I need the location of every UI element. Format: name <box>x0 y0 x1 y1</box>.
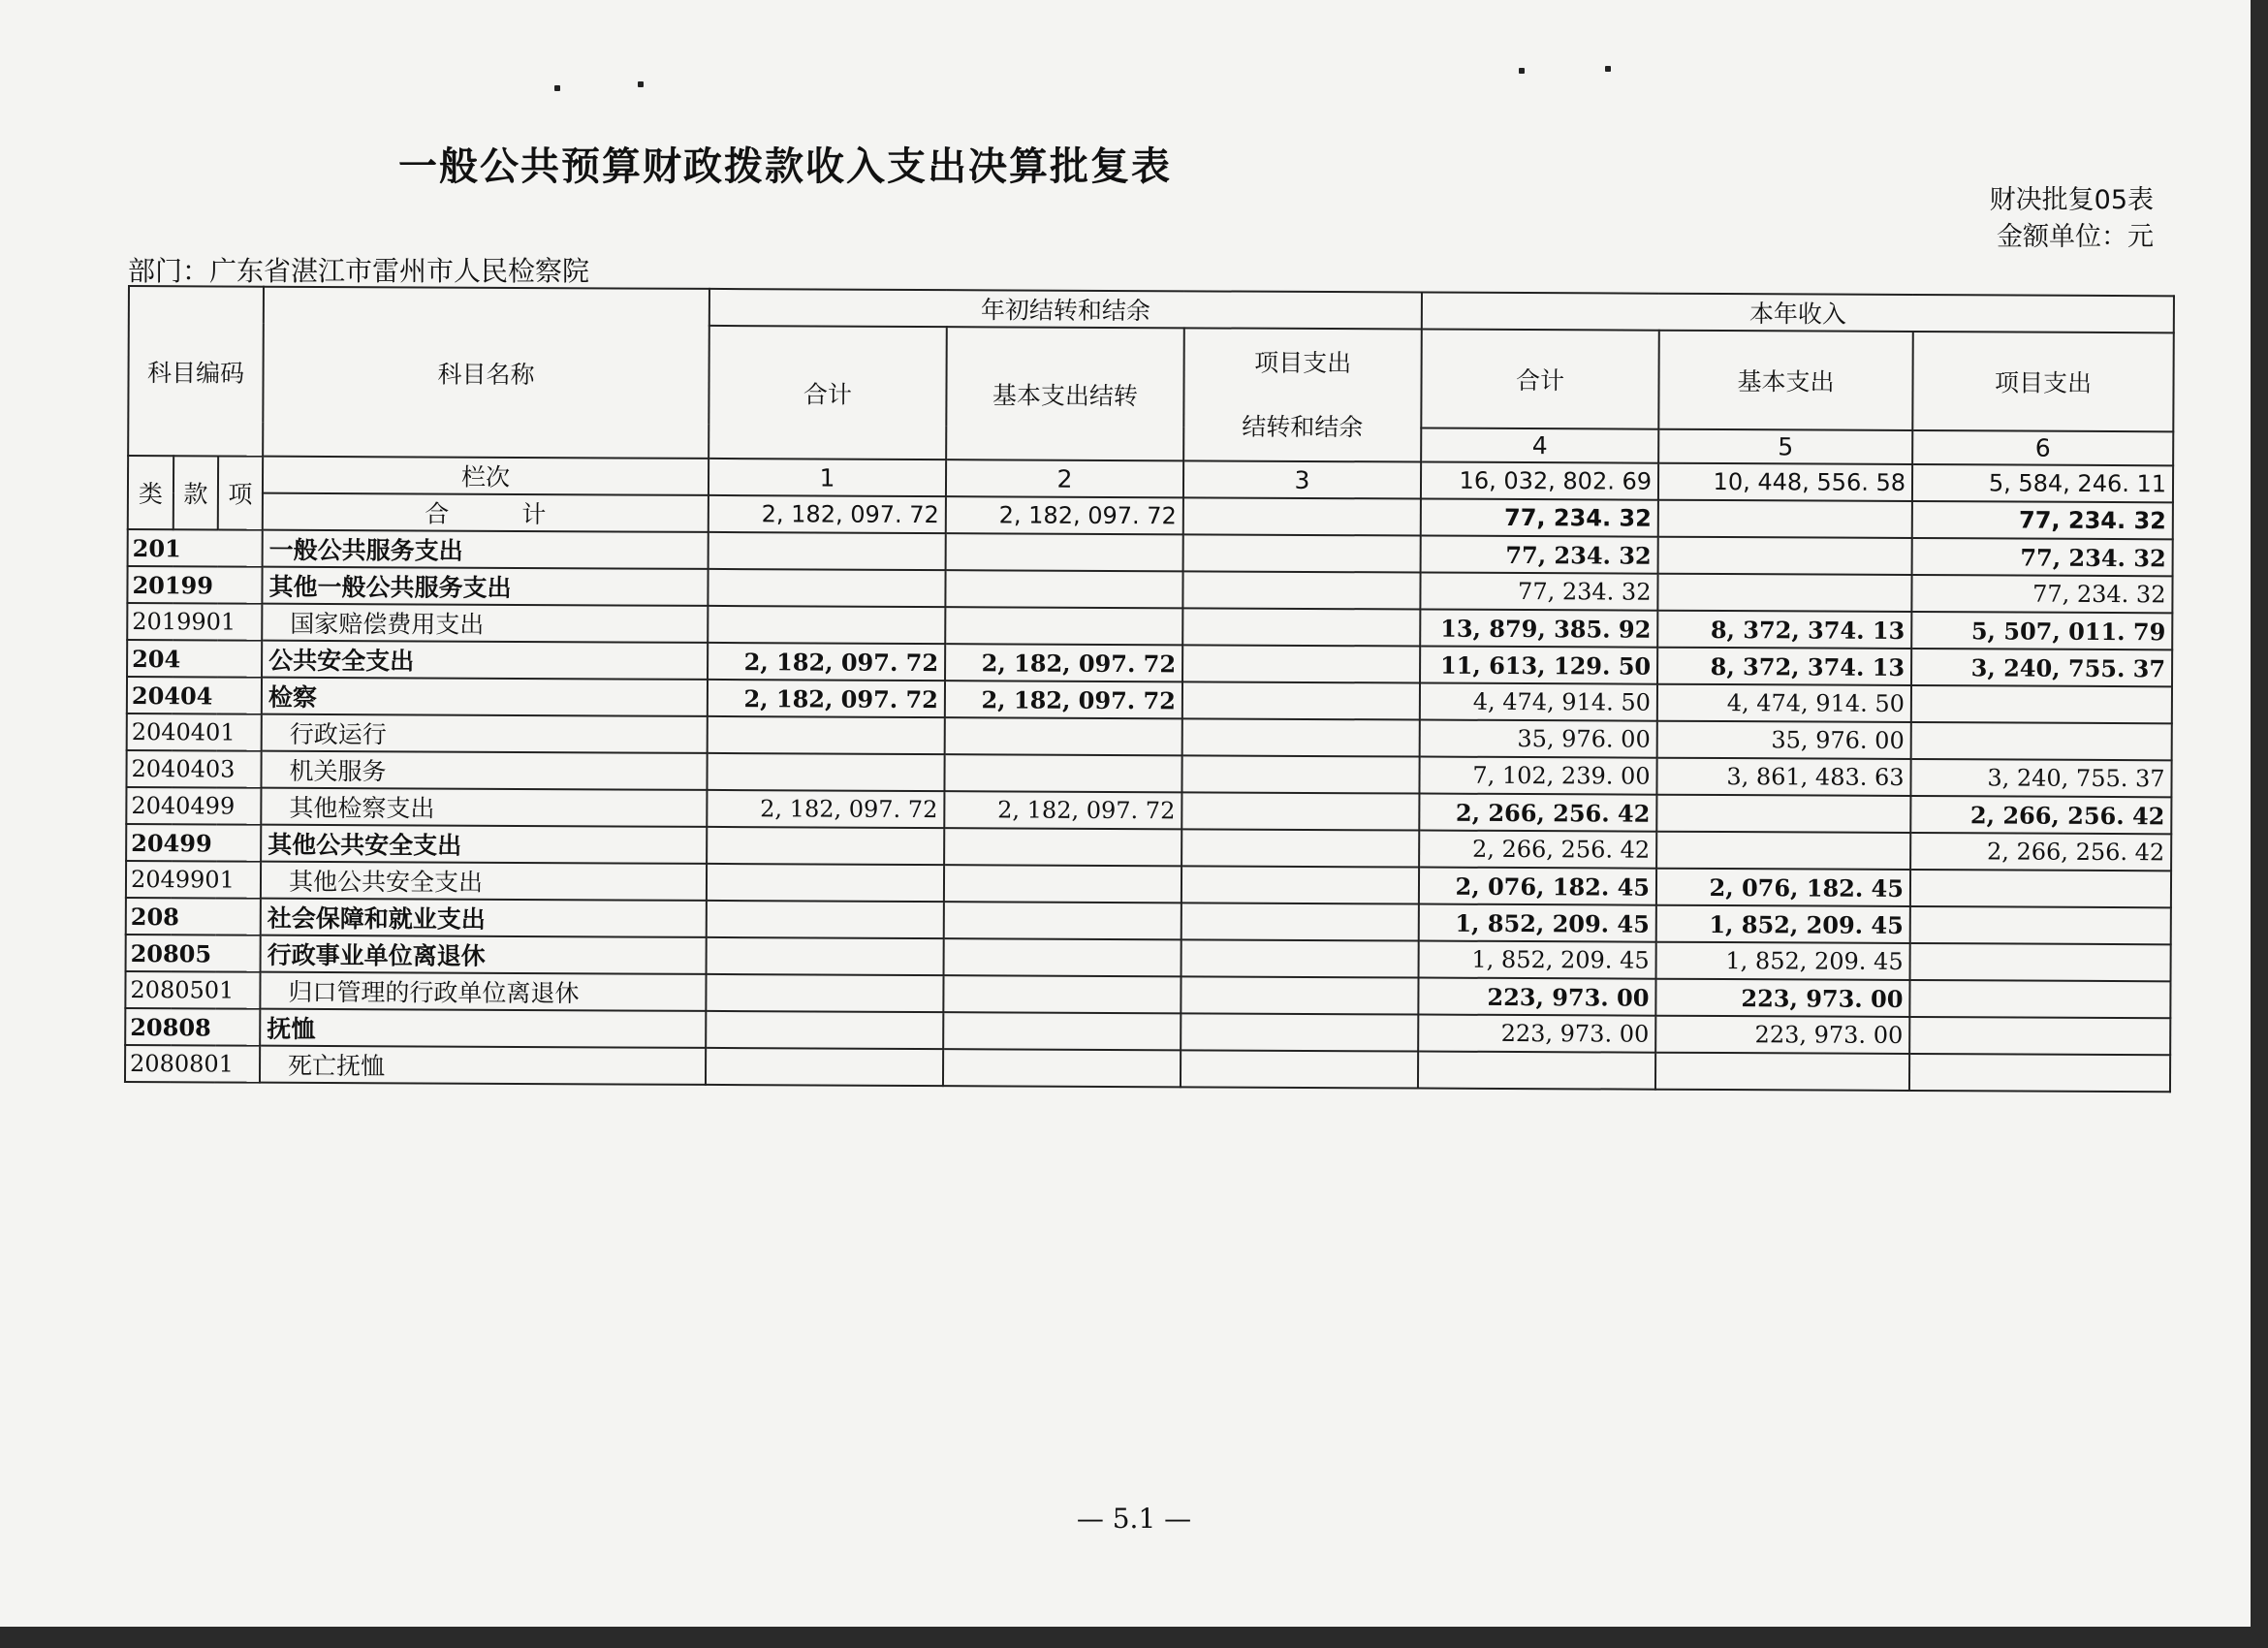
row-value-6: 77, 234. 32 <box>1911 575 2172 613</box>
row-value-1: 2, 182, 097. 72 <box>708 680 945 717</box>
row-name: 归口管理的行政单位离退休 <box>260 972 706 1011</box>
row-value-4: 2, 266, 256. 42 <box>1419 831 1656 869</box>
row-value-3 <box>1182 608 1420 646</box>
row-value-1: 2, 182, 097. 72 <box>707 790 944 828</box>
row-value-6 <box>1911 685 2172 723</box>
col-index-2: 2 <box>946 460 1183 497</box>
row-value-1 <box>707 864 944 902</box>
row-name: 行政事业单位离退休 <box>261 935 707 974</box>
scan-mark <box>638 81 644 87</box>
header-project: 项目支出 <box>1912 332 2174 431</box>
row-name: 社会保障和就业支出 <box>261 899 707 937</box>
page-title: 一般公共预算财政拨款收入支出决算批复表 <box>398 144 1172 189</box>
row-value-4: 77, 234. 32 <box>1421 536 1658 574</box>
row-value-2 <box>944 865 1181 903</box>
header-code: 科目编码 <box>128 286 264 457</box>
header-basic: 基本支出 <box>1658 331 1912 430</box>
row-value-2 <box>944 902 1181 939</box>
row-value-1 <box>706 1048 943 1086</box>
row-value-5 <box>1656 832 1910 870</box>
row-code: 2080501 <box>125 971 260 1009</box>
row-code: 20404 <box>127 677 262 714</box>
row-value-6 <box>1909 1054 2170 1092</box>
row-code: 2049901 <box>126 861 261 899</box>
row-value-5: 223, 973. 00 <box>1655 979 1909 1017</box>
row-value-3 <box>1182 718 1420 756</box>
row-value-2: 2, 182, 097. 72 <box>945 681 1182 718</box>
row-value-1 <box>707 753 944 791</box>
row-201-income-total: 77, 234. 32 <box>1421 499 1658 537</box>
row-value-1 <box>708 716 945 754</box>
row-name: 行政运行 <box>262 714 708 753</box>
row-name: 一般公共服务支出 <box>263 530 709 569</box>
row-name: 死亡抚恤 <box>260 1046 706 1085</box>
row-code: 20805 <box>126 935 261 972</box>
row-value-2 <box>945 570 1182 608</box>
header-project-carry <box>1183 328 1422 461</box>
scan-mark <box>554 85 560 91</box>
col-index-6: 6 <box>1912 430 2173 465</box>
scan-mark <box>1605 66 1611 72</box>
row-value-3 <box>1181 755 1419 793</box>
row-name: 抚恤 <box>260 1009 706 1048</box>
col-index-4: 4 <box>1421 428 1658 463</box>
row-value-3 <box>1181 1013 1418 1051</box>
row-value-4: 13, 879, 385. 92 <box>1420 610 1657 648</box>
grand-total-basic: 10, 448, 556. 58 <box>1658 463 1912 501</box>
row-value-6 <box>1910 870 2171 907</box>
row-value-4: 223, 973. 00 <box>1418 978 1655 1016</box>
header-income-total: 合计 <box>1421 330 1658 429</box>
header-lei: 类 <box>128 456 173 529</box>
row-value-2: 2, 182, 097. 72 <box>945 644 1182 681</box>
row-code: 20499 <box>126 824 261 862</box>
row-code: 20808 <box>125 1008 260 1046</box>
header-income-group: 本年收入 <box>1422 293 2174 333</box>
header-xiang: 项 <box>218 456 263 529</box>
row-value-1 <box>708 606 945 644</box>
row-value-6: 77, 234. 32 <box>1912 538 2173 576</box>
row-value-6: 3, 240, 755. 37 <box>1910 759 2171 797</box>
row-value-3 <box>1181 792 1419 830</box>
row-value-4: 4, 474, 914. 50 <box>1420 683 1657 721</box>
row-value-5: 1, 852, 209. 45 <box>1656 905 1910 943</box>
row-code: 2019901 <box>127 603 262 641</box>
row-value-5 <box>1657 574 1911 612</box>
row-code: 204 <box>127 640 262 678</box>
row-code: 20199 <box>127 566 262 604</box>
row-201-basic <box>1658 500 1912 538</box>
row-value-6: 2, 266, 256. 42 <box>1910 833 2171 871</box>
header-basic-carry: 基本支出结转 <box>946 327 1184 460</box>
header-project-carry-line1: 项目支出 <box>1254 348 1352 377</box>
row-value-3 <box>1181 1050 1418 1088</box>
row-value-1 <box>707 827 944 865</box>
row-value-6: 5, 507, 011. 79 <box>1911 612 2172 650</box>
form-meta <box>1990 182 2154 256</box>
row-value-5: 4, 474, 914. 50 <box>1657 684 1911 722</box>
row-value-3 <box>1183 534 1421 572</box>
row-code: 2040403 <box>126 750 261 788</box>
grand-total-label: 合 计 <box>263 493 709 532</box>
row-value-6: 2, 266, 256. 42 <box>1910 796 2171 834</box>
row-value-5: 3, 861, 483. 63 <box>1656 758 1910 796</box>
row-name: 公共安全支出 <box>262 641 708 680</box>
row-value-1 <box>706 1011 943 1049</box>
row-value-1 <box>707 901 944 938</box>
row-value-3 <box>1181 866 1419 903</box>
amount-unit: 金额单位：元 <box>1997 222 2154 252</box>
row-value-3 <box>1181 976 1418 1014</box>
form-number: 财决批复05表 <box>1989 185 2154 215</box>
budget-table <box>124 285 2175 1093</box>
row-201-project: 77, 234. 32 <box>1912 501 2173 539</box>
row-name: 国家赔偿费用支出 <box>262 604 708 643</box>
row-code: 208 <box>126 898 261 935</box>
row-value-5 <box>1658 537 1912 575</box>
col-index-1: 1 <box>709 459 946 496</box>
row-code: 201 <box>128 529 263 567</box>
row-value-4: 2, 266, 256. 42 <box>1419 794 1656 832</box>
row-value-5 <box>1656 795 1910 833</box>
row-value-6 <box>1911 722 2172 760</box>
row-value-1 <box>707 937 944 975</box>
header-carryover-group: 年初结转和结余 <box>709 289 1422 330</box>
header-project-carry-line2: 结转和结余 <box>1242 412 1364 441</box>
grand-total-project: 5, 584, 246. 11 <box>1912 464 2173 502</box>
row-value-4: 1, 852, 209. 45 <box>1419 941 1656 979</box>
row-value-2 <box>944 754 1181 792</box>
row-value-2 <box>946 533 1183 571</box>
row-value-1 <box>709 532 946 570</box>
row-code: 2040401 <box>127 713 262 751</box>
row-value-5: 223, 973. 00 <box>1655 1016 1909 1054</box>
row-value-4 <box>1418 1052 1655 1090</box>
col-index-3: 3 <box>1183 460 1421 498</box>
row-value-6 <box>1910 906 2171 944</box>
row-value-6 <box>1910 943 2171 981</box>
row-value-1: 2, 182, 097. 72 <box>708 643 945 681</box>
row-value-6 <box>1909 980 2170 1018</box>
row-value-6: 3, 240, 755. 37 <box>1911 649 2172 686</box>
grand-total-project-carry <box>1183 497 1421 535</box>
col-index-5: 5 <box>1658 429 1912 464</box>
row-value-4: 35, 976. 00 <box>1420 720 1657 758</box>
row-value-6 <box>1909 1017 2170 1055</box>
row-value-2 <box>943 1049 1181 1087</box>
row-value-3 <box>1181 829 1419 867</box>
row-code: 2040499 <box>126 787 261 825</box>
row-value-5: 1, 852, 209. 45 <box>1656 942 1910 980</box>
row-name: 机关服务 <box>261 751 707 790</box>
row-value-3 <box>1181 939 1419 977</box>
header-kuan: 款 <box>173 456 218 529</box>
grand-total-income: 16, 032, 802. 69 <box>1421 462 1658 500</box>
row-value-2 <box>943 1012 1181 1050</box>
row-value-4: 11, 613, 129. 50 <box>1420 647 1657 684</box>
grand-total-carry: 2, 182, 097. 72 <box>709 495 946 533</box>
row-value-5: 8, 372, 374. 13 <box>1657 611 1911 649</box>
row-value-4: 1, 852, 209. 45 <box>1419 904 1656 942</box>
header-name: 科目名称 <box>263 287 709 459</box>
row-name: 其他检察支出 <box>261 788 707 827</box>
department-label: 部门：广东省湛江市雷州市人民检察院 <box>128 255 590 287</box>
page-number: — 5.1 — <box>1076 1503 1192 1535</box>
row-value-3 <box>1182 681 1420 719</box>
row-index-label: 栏次 <box>263 457 709 495</box>
row-value-4: 2, 076, 182. 45 <box>1419 868 1656 905</box>
row-value-4: 77, 234. 32 <box>1420 573 1657 611</box>
row-value-2 <box>945 607 1182 645</box>
row-value-1 <box>706 974 943 1012</box>
row-value-5 <box>1655 1053 1909 1091</box>
row-value-3 <box>1182 645 1420 682</box>
row-value-5: 2, 076, 182. 45 <box>1656 869 1910 906</box>
row-value-2 <box>944 938 1181 976</box>
row-value-4: 7, 102, 239. 00 <box>1419 757 1656 795</box>
row-value-5: 8, 372, 374. 13 <box>1657 648 1911 685</box>
row-code: 2080801 <box>125 1045 260 1083</box>
grand-total-basic-carry: 2, 182, 097. 72 <box>946 496 1183 534</box>
header-carry-total: 合计 <box>709 326 947 460</box>
row-value-3 <box>1182 571 1420 609</box>
row-name: 其他公共安全支出 <box>261 862 707 901</box>
row-name: 检察 <box>262 678 708 716</box>
scan-mark <box>1519 68 1525 74</box>
row-value-2 <box>944 828 1181 866</box>
row-value-1 <box>708 569 945 607</box>
row-value-2: 2, 182, 097. 72 <box>944 791 1181 829</box>
row-value-3 <box>1181 903 1419 940</box>
row-value-2 <box>945 717 1182 755</box>
row-value-5: 35, 976. 00 <box>1657 721 1911 759</box>
row-name: 其他公共安全支出 <box>261 825 707 864</box>
row-value-2 <box>943 975 1181 1013</box>
row-name: 其他一般公共服务支出 <box>262 567 708 606</box>
row-value-4: 223, 973. 00 <box>1418 1015 1655 1053</box>
